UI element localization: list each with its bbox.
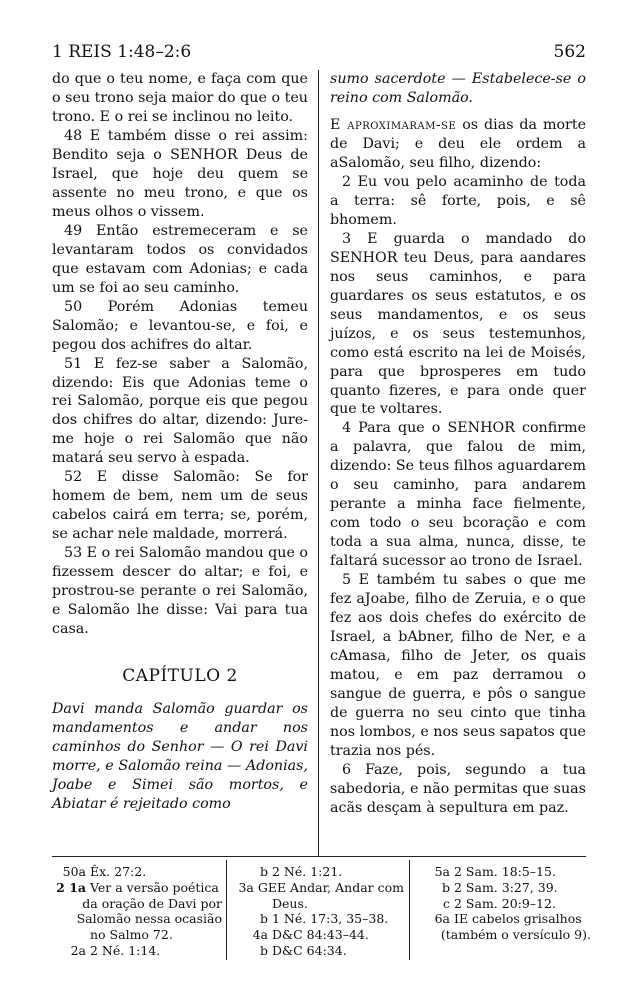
page-number: 562 (553, 42, 586, 62)
footnote-text: Êx. 27:2. (90, 864, 147, 879)
right-column (330, 70, 586, 818)
footnote-text: Salomão nessa ocasião (76, 911, 222, 927)
footnote (52, 927, 222, 943)
footnote-key: 6a (434, 911, 450, 927)
footnote-key (52, 896, 82, 912)
footnote-key (416, 927, 441, 943)
footnote-text: 2 Né. 1:21. (272, 864, 343, 879)
footnote-key: c (442, 895, 450, 911)
footnote (416, 896, 591, 912)
footnote-column-divider (409, 860, 410, 960)
page-header (52, 42, 586, 62)
footnote (52, 864, 222, 880)
verse-48: 48 E também disse o rei assim: Bendito seja o SENHOR Deus de Israel, que hoje deu quem se assente no meu trono, e que os meus olhos o vissem. (52, 127, 308, 220)
left-column (52, 70, 308, 814)
footnote (416, 864, 591, 880)
footnote-column-divider (226, 860, 227, 960)
verse-5: 5 E também tu sabes o que me fez aJoabe, filho de Zeruia, e o que fez aos dois chefes do exército de Israel, a bAbner, filho de Ner, e a cAmasa, filho de Jeter, os quais matou, e em paz derramou o sangue de guerra, e pôs o sangue de guerra no seu cinto que tinha nos lombos, e nos seus sapatos que trazia nos pés. (330, 572, 586, 759)
footnote-text: Ver a versão poética (90, 879, 219, 895)
footnote-key: b (259, 864, 268, 879)
footnote-key: 50a (62, 864, 86, 879)
chapter-reference: 1 REIS 1:48–2:6 (52, 42, 192, 62)
verse-49: 49 Então estremeceram e se levantaram todos os convidados que estavam com Adonias; e cada um se foi ao seu caminho. (52, 222, 308, 296)
footnote (416, 927, 591, 943)
footnotes-column-2 (234, 864, 404, 959)
footnote-key: 2a (70, 942, 86, 958)
footnote-text: no Salmo 72. (90, 927, 173, 943)
footnote-key: 5a (434, 864, 450, 879)
verse-47-end: do que o teu nome, e faça com que o seu trono seja maior do que o teu trono. E o rei se inclinou no leito. (52, 71, 308, 125)
verse-1-text: os dias da morte de Davi; e deu ele ordem a aSalomão, seu filho, dizendo: (330, 116, 587, 171)
footnote (234, 896, 404, 912)
footnote-key: b (441, 879, 450, 895)
footnote (234, 927, 404, 943)
verse-3: 3 E guarda o mandado do SENHOR teu Deus, para aandares nos seus caminhos, e para guardares os seus estatutos, e os seus mandamentos, e os seus juízos, e os seus testemunhos, como está escrito na lei de Moisés, para que bprosperes em tudo quanto fizeres, e para onde quer que te voltares. (330, 230, 586, 418)
footnote (52, 896, 222, 912)
footnote-key: b (259, 942, 268, 958)
footnote-text: (também o versículo 9). (440, 927, 591, 943)
footnote-rule (52, 856, 586, 857)
footnote-text: 2 Sam. 20:9–12. (454, 895, 556, 911)
footnote-text: 2 Sam. 3:27, 39. (454, 879, 558, 895)
footnote-text: Deus. (272, 895, 308, 911)
footnotes-column-3 (416, 864, 591, 943)
footnote-key (234, 896, 272, 912)
footnote-key: 2 1a (56, 879, 86, 895)
verse-1-lead: E aproximaram-se (330, 116, 457, 133)
footnote (52, 880, 222, 896)
verse-53: 53 E o rei Salomão mandou que o fizessem descer do altar; e foi, e prostrou-se perante o rei Salomão, e Salomão lhe disse: Vai para tua casa. (52, 545, 308, 638)
footnote-text: D&C 64:34. (272, 942, 347, 958)
footnote (416, 911, 591, 927)
verse-4: 4 Para que o SENHOR confirme a palavra, que falou de mim, dizendo: Se teus filhos aguardarem o seu caminho, para andarem perante a minha face fielmente, com todo o seu bcoração e com toda a sua alma, nunca, disse, te faltará sucessor ao trono de Israel. (330, 420, 586, 570)
column-divider (318, 70, 319, 856)
footnote (234, 943, 404, 959)
verse-52: 52 E disse Salomão: Se for homem de bem, nem um de seus cabelos cairá em terra; se, porém, se achar nele maldade, morrerá. (52, 469, 308, 543)
verse-51: 51 E fez-se saber a Salomão, dizendo: Eis que Adonias teme o rei Salomão, porque eis que pegou dos chifres do altar, dizendo: Jure-me hoje o rei Salomão que não matará seu servo à espada. (52, 355, 308, 467)
footnote-key: b (259, 911, 268, 927)
verse-2: 2 Eu vou pelo acaminho de toda a terra: sê forte, pois, e sê bhomem. (330, 173, 586, 228)
chapter-summary-end: sumo sacerdote — Estabelece-se o reino com Salomão. (330, 71, 586, 106)
footnote-text: 2 Sam. 18:5–15. (454, 864, 556, 879)
footnote-text: D&C 84:43–44. (272, 927, 369, 943)
footnote (234, 864, 404, 880)
verse-50: 50 Porém Adonias temeu Salomão; e levantou-se, e foi, e pegou dos achifres do altar. (52, 298, 308, 353)
footnote (416, 880, 591, 896)
verse-6: 6 Faze, pois, segundo a tua sabedoria, e não permitas que suas acãs desçam à sepultura em paz. (330, 761, 586, 816)
footnote-text: GEE Andar, Andar com (257, 879, 404, 895)
footnote-key (52, 927, 90, 943)
verse-1 (330, 116, 586, 173)
footnote-text: da oração de Davi por (82, 895, 222, 911)
footnotes-column-1 (52, 864, 222, 959)
footnote (52, 911, 222, 927)
footnote-key (52, 911, 77, 927)
footnote (52, 943, 222, 959)
footnote-key: 4a (252, 927, 268, 943)
footnote-text: 1 Né. 17:3, 35–38. (272, 911, 389, 927)
chapter-summary: Davi manda Salomão guardar os mandamentos e andar nos caminhos do Senhor — O rei Davi morre, e Salomão reina — Adonias, Joabe e Simei são mortos, e Abiatar é rejeitado como (52, 701, 308, 812)
footnote-text: IE cabelos grisalhos (454, 911, 582, 927)
footnote (234, 911, 404, 927)
footnote-key: 3a (238, 879, 254, 895)
footnote-text: 2 Né. 1:14. (90, 942, 161, 958)
footnote (234, 880, 404, 896)
chapter-heading: CAPÍTULO 2 (122, 666, 238, 687)
